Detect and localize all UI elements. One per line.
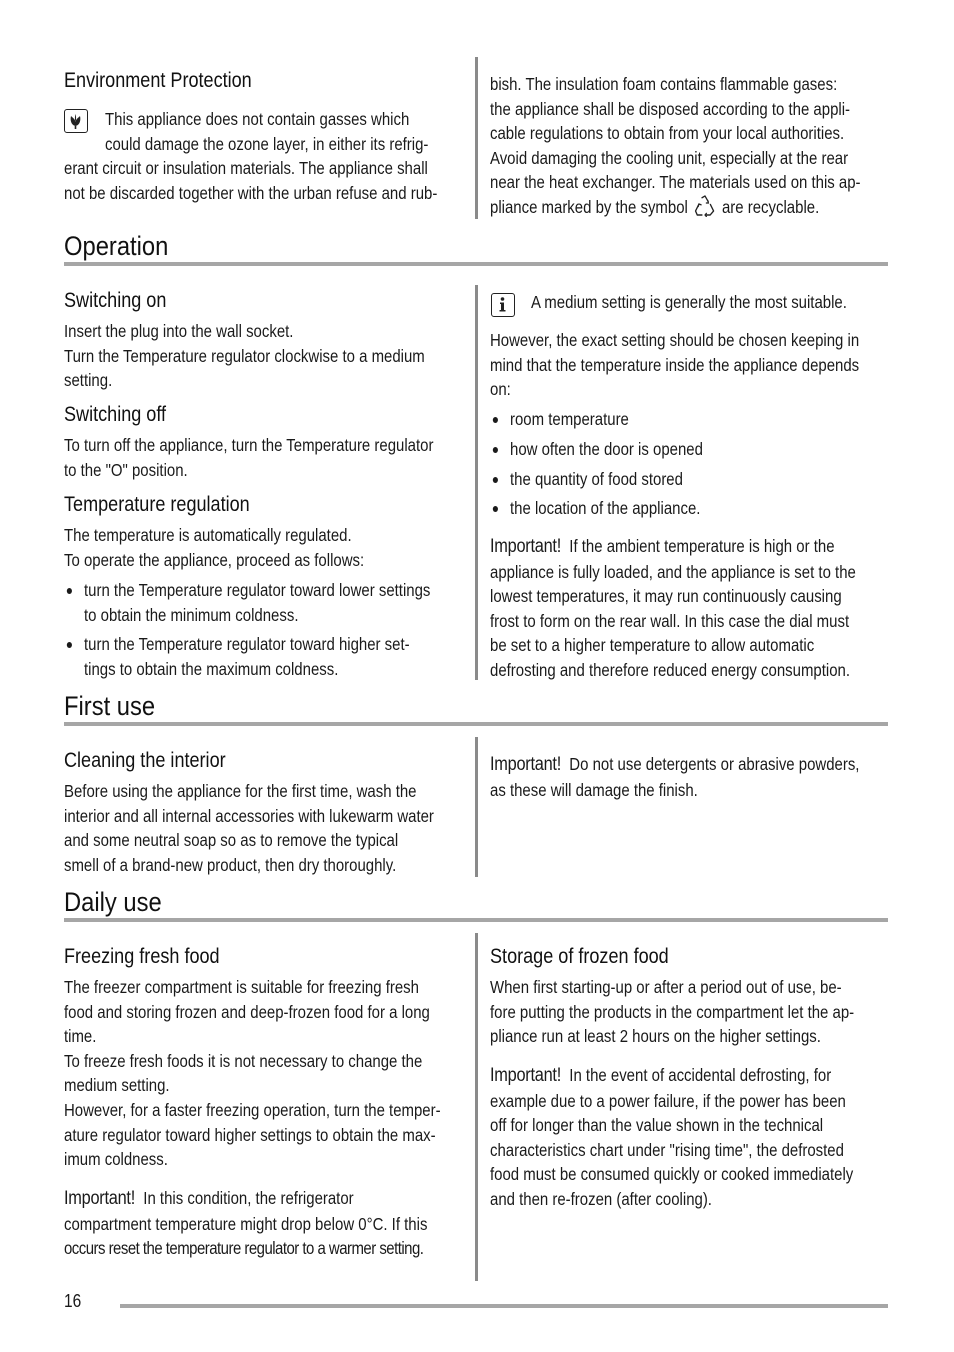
text-line: pliance run at least 2 hours on the higher settings. [490, 1026, 821, 1047]
text-line: To turn off the appliance, turn the Temperature regulator [64, 435, 434, 455]
bullet-dot [67, 642, 72, 648]
text-line: the location of the appliance. [510, 498, 701, 519]
text-line: on: [490, 379, 511, 400]
switching-off-heading: Switching off [64, 403, 167, 426]
list-item [510, 407, 703, 432]
section-rule [64, 722, 888, 726]
important-first-line [64, 1186, 427, 1212]
text-line: setting. [64, 370, 113, 391]
text-line: However, the exact setting should be chosen keeping in [490, 330, 860, 350]
freezing-important-note [64, 1186, 427, 1261]
text-line: To operate the appliance, proceed as follows: [64, 549, 365, 570]
cleaning-text [64, 779, 434, 877]
recycle-text-after: are recyclable. [721, 196, 820, 217]
env-right-line: bish. The insulation foam contains flammable gases: [490, 74, 838, 94]
storage-heading: Storage of frozen food [490, 945, 669, 968]
column-divider [475, 737, 478, 877]
bullet-dot [493, 417, 498, 423]
bullet-dot [493, 506, 498, 512]
text-line: and some neutral soap so as to remove the typical [64, 830, 399, 851]
text-line: how often the door is opened [510, 438, 703, 459]
bullet-item [84, 632, 410, 681]
text-line: turn the Temperature regulator toward lower settings [84, 580, 431, 600]
switching-off-text [64, 433, 433, 482]
text-line: medium setting. [64, 1075, 170, 1096]
bullet-line [84, 632, 410, 657]
info-note: A medium setting is generally the most suitable. [531, 292, 847, 312]
info-icon [491, 293, 515, 317]
text-line: In this condition, the refrigerator [143, 1188, 354, 1208]
switching-on-text [64, 319, 425, 393]
list-item [510, 467, 703, 492]
text-line: To freeze fresh foods it is not necessary to change the [64, 1050, 423, 1071]
storage-important-note [490, 1063, 853, 1212]
text-line: be set to a higher temperature to allow automatic [490, 635, 815, 656]
list-item [510, 496, 703, 521]
env-text-line-4: not be discarded together with the urban refuse and rub- [64, 182, 438, 203]
text-line: In the event of accidental defrosting, for [569, 1065, 832, 1085]
switching-off-block [64, 402, 494, 482]
environment-leaf-icon [64, 109, 88, 133]
section-rule [64, 262, 888, 266]
section-title-daily-use: Daily use [64, 887, 162, 917]
first-use-important-note [490, 752, 859, 802]
text-line: Do not use detergents or abrasive powders, [569, 754, 860, 774]
text-line: imum coldness. [64, 1149, 168, 1170]
important-label: Important! [490, 536, 561, 557]
important-label: Important! [64, 1188, 135, 1209]
text-line: tings to obtain the maximum coldness. [84, 658, 339, 679]
temp-regulation-heading: Temperature regulation [64, 493, 250, 516]
important-first-line [490, 534, 856, 560]
text-line: food and storing frozen and deep-frozen food for a long [64, 1001, 430, 1022]
storage-block [490, 944, 913, 1049]
storage-text [490, 975, 854, 1049]
freezing-text [64, 975, 441, 1172]
text-line: fore putting the products in the compartment let the ap- [490, 1001, 855, 1022]
env-right-line: cable regulations to obtain from your local authorities. [490, 123, 845, 144]
text-line: the quantity of food stored [510, 468, 683, 489]
column-divider [475, 285, 478, 680]
column-divider [475, 57, 478, 219]
important-first-line [490, 752, 859, 778]
text-line: frost to form on the rear wall. In this case the dial must [490, 610, 850, 631]
text-line: ature regulator toward higher settings to obtain the max- [64, 1124, 436, 1145]
env-text-line-2: could damage the ozone layer, in either its refrig- [105, 133, 429, 154]
important-first-line [490, 1063, 853, 1089]
section-title-operation: Operation [64, 231, 169, 261]
cleaning-block [64, 748, 494, 877]
text-line: However, for a faster freezing operation, turn the temper- [64, 1099, 441, 1120]
env-protection-heading: Environment Protection [64, 69, 252, 92]
text-line: smell of a brand-new product, then dry thoroughly. [64, 854, 397, 875]
temp-regulation-text [64, 523, 364, 572]
bullet-line [84, 578, 430, 603]
text-line: Turn the Temperature regulator clockwise to a medium [64, 345, 425, 366]
text-line: lowest temperatures, it may run continuously causing [490, 586, 842, 607]
recycle-text-before: pliance marked by the symbol [490, 196, 688, 217]
env-text-line-3: erant circuit or insulation materials. The appliance shall [64, 158, 428, 179]
freezing-heading: Freezing fresh food [64, 945, 220, 968]
text-line: interior and all internal accessories with lukewarm water [64, 805, 434, 826]
text-line: time. [64, 1026, 97, 1047]
temp-regulation-block [64, 492, 413, 572]
text-line: The freezer compartment is suitable for freezing fresh [64, 977, 419, 997]
text-line: characteristics chart under "rising time", the defrosted [490, 1139, 844, 1160]
text-line: food must be consumed quickly or cooked immediately [490, 1164, 854, 1185]
cleaning-heading: Cleaning the interior [64, 749, 226, 772]
env-right-line: near the heat exchanger. The materials used on this ap- [490, 172, 861, 193]
text-line: When first starting-up or after a period out of use, be- [490, 977, 842, 997]
list-item [510, 437, 703, 462]
footer-rule [120, 1304, 888, 1308]
depends-list [510, 407, 703, 521]
text-line: The temperature is automatically regulated. [64, 525, 352, 545]
bullet-dot [67, 588, 72, 594]
important-label: Important! [490, 1065, 561, 1086]
bullet-dot [493, 477, 498, 483]
text-line: Before using the appliance for the first time, wash the [64, 781, 417, 801]
text-line: mind that the temperature inside the appliance depends [490, 354, 860, 375]
text-line: compartment temperature might drop below 0°C. If this [64, 1213, 428, 1234]
text-line: room temperature [510, 409, 629, 429]
operation-left-column [64, 288, 484, 393]
text-line: defrosting and therefore reduced energy consumption. [490, 659, 851, 680]
switching-on-heading: Switching on [64, 289, 167, 312]
freezing-block [64, 944, 502, 1172]
text-line: Insert the plug into the wall socket. [64, 321, 294, 341]
text-line: appliance is fully loaded, and the appliance is set to the [490, 561, 856, 582]
bullet-item [84, 578, 430, 627]
text-line: as these will damage the finish. [490, 779, 698, 800]
env-right-column [490, 72, 861, 220]
section-rule [64, 918, 888, 922]
text-line: and then re-frozen (after cooling). [490, 1188, 712, 1209]
text-line: off for longer than the value shown in the technical [490, 1115, 824, 1136]
section-title-first-use: First use [64, 691, 156, 721]
recycle-icon [694, 195, 716, 217]
env-text-line-1: This appliance does not contain gasses which [105, 109, 410, 129]
column-divider [475, 933, 478, 1281]
text-line: occurs reset the temperature regulator to a warmer setting. [64, 1238, 424, 1259]
operation-important-note [490, 534, 856, 683]
important-label: Important! [490, 754, 561, 775]
env-right-line: the appliance shall be disposed according to the appli- [490, 98, 851, 119]
page-number: 16 [64, 1291, 82, 1311]
text-line: turn the Temperature regulator toward higher set- [84, 634, 410, 654]
recycle-line [490, 195, 861, 220]
text-line: If the ambient temperature is high or the [569, 536, 835, 556]
text-line: to obtain the minimum coldness. [84, 604, 299, 625]
text-line: example due to a power failure, if the power has been [490, 1090, 846, 1111]
text-line: to the "O" position. [64, 459, 188, 480]
bullet-dot [493, 447, 498, 453]
env-right-line: Avoid damaging the cooling unit, especially at the rear [490, 147, 849, 168]
however-text [490, 328, 859, 402]
